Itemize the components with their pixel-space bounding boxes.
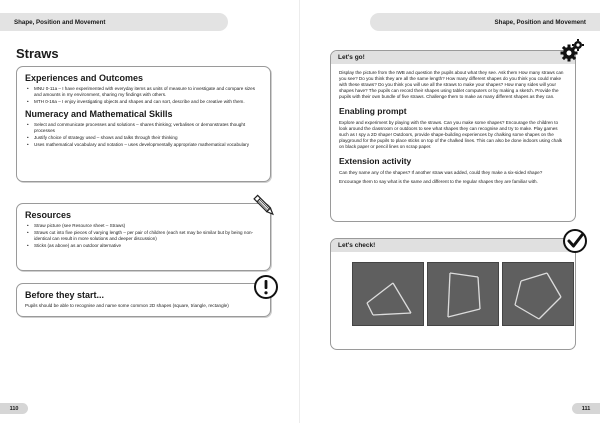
left-header-title: Shape, Position and Movement [14,18,106,26]
straw-shape-photo-1 [352,262,424,326]
enabling-text: Explore and experiment by playing with the straws. Can you make some shapes? Encourage the children to look around the classroom or outdoors to see what shapes they can recognise and try to make. Play games such as I spy a 2D shape! Outdoors, provide shape-building experiences by chalking some shapes on the playground for the pupils to place sticks on top of the chalked lines. This can also be done indoors using chalk on black paper or pencil lines on scrap paper. [339,120,563,149]
before-text: Pupils should be able to recognise and name some common 2D shapes (square, triangle, rectangle) [25,303,229,308]
page-number-right [572,403,600,414]
list-item: • MNU 0-11a – I have experimented with everyday items as units of measure to investigate and compare sizes and amounts in my environment, sharing my findings with others. [25,86,262,97]
page-number-left-label: 110 [9,405,19,412]
lets-go-text: Display the picture from the IWB and question the pupils about what they see. Ask them How many straws can you see? Do you think they are all the same length? How many different shapes do you think you could make with these straws? Do you think you will use all the straws to make your shapes? How many sides will your shapes have? The pupils can record their shapes using tablet computers or by making a sketch. Provide the pupils with their own bundle of five straws. Challenge them to make as many different shapes as they can. [339,70,564,99]
page-number-right-label: 111 [581,405,591,412]
list-item: • Uses mathematical vocabulary and notation – uses developmentally appropriate mathematical vocabulary [25,142,262,148]
page-number-left [0,403,28,414]
exclamation-icon [253,274,279,300]
enabling-heading: Enabling prompt [339,106,407,116]
checkmark-icon [562,228,588,254]
straw-shape-photo-3 [502,262,574,326]
resources-heading: Resources [25,210,72,220]
list-item: • Straws cut into five pieces of varying length – per pair of children (each set may be similar but by being non-identical can result in more solutions and deeper discussion) [25,230,262,241]
extension-text-1: Can they name any of the shapes? If another straw was added, could they make a six-sided shape? [339,170,543,175]
resources-list [25,223,262,248]
list-item: • Straw picture (see Resource sheet – Straws) [25,223,262,229]
lets-check-heading: Let's check! [331,239,575,252]
list-item: • Justify choice of strategy used – shows and talks through their thinking [25,135,262,141]
before-box [16,283,271,317]
outcomes-box [16,66,271,182]
page-title: Straws [16,46,59,61]
right-header-bar [370,13,600,31]
left-header-bar [0,13,228,31]
gears-icon [558,38,584,64]
extension-heading: Extension activity [339,156,412,166]
numeracy-list [25,122,262,147]
list-item: • Sticks (as above) as an outdoor alternative [25,243,262,249]
experiences-list [25,86,262,104]
lets-go-panel [330,50,576,222]
resources-box [16,203,271,271]
list-item: • Select and communicate processes and solutions – shares thinking; verbalises or demonstrates thought processes [25,122,262,133]
right-header-title: Shape, Position and Movement [494,18,586,26]
before-heading: Before they start... [25,290,105,300]
straw-shape-photo-2 [427,262,499,326]
lets-go-heading: Let's go! [331,51,575,64]
experiences-heading: Experiences and Outcomes [25,73,144,83]
numeracy-heading: Numeracy and Mathematical Skills [25,109,173,120]
pencil-icon [251,193,277,219]
right-page [300,0,600,423]
list-item: • MTH 0-16a – I enjoy investigating objects and shapes and can sort, describe and be creative with them. [25,99,262,105]
extension-text-2: Encourage them to say what is the same and different to the regular shapes they are familiar with. [339,179,538,184]
